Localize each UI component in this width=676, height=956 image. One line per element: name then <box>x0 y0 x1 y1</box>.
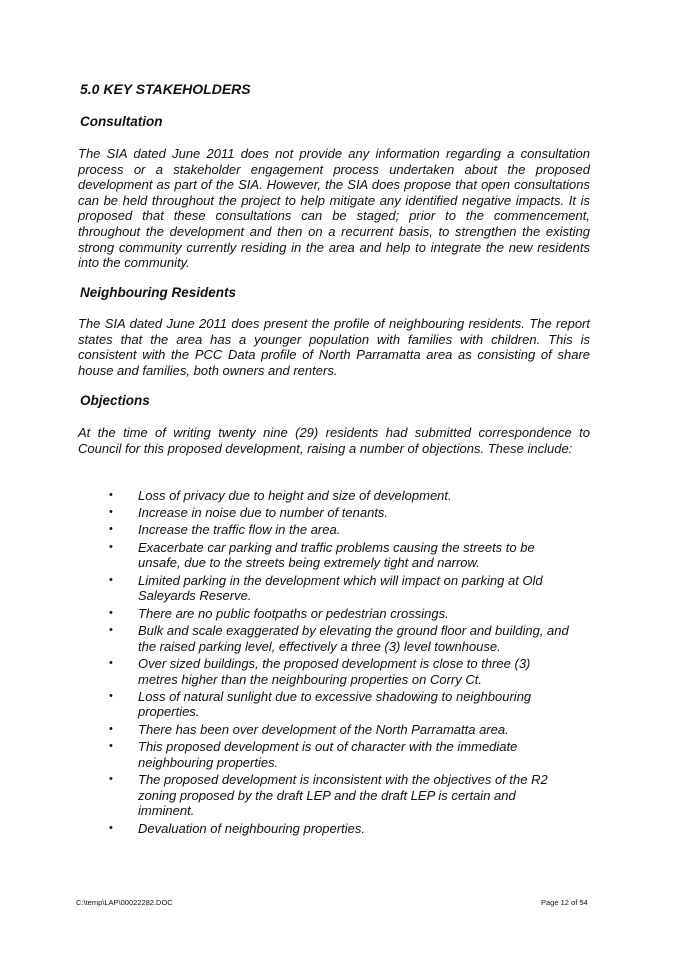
bullet-icon: • <box>109 772 113 785</box>
bullet-icon: • <box>109 739 113 752</box>
objection-item <box>100 573 570 605</box>
bullet-icon: • <box>109 656 113 669</box>
section-title: 5.0 KEY STAKEHOLDERS <box>80 81 251 97</box>
objection-text: Increase the traffic flow in the area. <box>138 522 341 538</box>
objection-item <box>100 689 570 721</box>
objections-heading: Objections <box>80 393 150 408</box>
bullet-icon: • <box>109 540 113 553</box>
objection-item <box>100 488 570 504</box>
objection-item <box>100 505 570 521</box>
bullet-icon: • <box>109 506 113 519</box>
objection-item <box>100 739 570 771</box>
bullet-icon: • <box>109 606 113 619</box>
objections-intro: At the time of writing twenty nine (29) residents had submitted correspondence to Council for this proposed development, raising a number of objections. These include: <box>78 425 590 456</box>
objection-text: Exacerbate car parking and traffic problems causing the streets to be unsafe, due to the streets being extremely tight and narrow. <box>138 539 535 571</box>
bullet-icon: • <box>109 689 113 702</box>
objection-item <box>100 606 570 622</box>
neighbouring-residents-heading: Neighbouring Residents <box>80 285 237 300</box>
objection-text: Bulk and scale exaggerated by elevating the ground floor and building, and the raised parking level, effectively a three (3) level townhouse. <box>138 622 569 654</box>
objection-text: Devaluation of neighbouring properties. <box>138 820 365 836</box>
objection-item <box>100 522 570 538</box>
objection-text: Loss of privacy due to height and size of development. <box>138 488 452 503</box>
objection-text: Increase in noise due to number of tenants. <box>138 505 389 521</box>
objection-item <box>100 821 570 837</box>
objection-text: There are no public footpaths or pedestrian crossings. <box>138 605 449 621</box>
bullet-icon: • <box>109 573 113 586</box>
objection-text: There has been over development of the North Parramatta area. <box>138 721 509 737</box>
bullet-icon: • <box>109 722 113 735</box>
objection-text: Loss of natural sunlight due to excessive shadowing to neighbouring properties. <box>138 688 532 720</box>
consultation-heading: Consultation <box>80 114 163 129</box>
footer-file-path: C:\temp\LAP\00022282.DOC <box>76 898 173 907</box>
objection-text: This proposed development is out of character with the immediate neighbouring properties. <box>138 738 518 770</box>
objection-item <box>100 722 570 738</box>
objection-item <box>100 772 570 819</box>
objection-item <box>100 623 570 655</box>
objection-item <box>100 656 570 688</box>
bullet-icon: • <box>109 523 113 536</box>
objection-item <box>100 540 570 572</box>
objection-text: Limited parking in the development which will impact on parking at Old Saleyards Reserve. <box>138 572 543 604</box>
objections-list <box>100 488 570 838</box>
bullet-icon: • <box>109 821 113 834</box>
objection-text: Over sized buildings, the proposed development is close to three (3) metres higher than the neighbouring properties on Corry Ct. <box>138 655 531 687</box>
bullet-icon: • <box>109 489 113 501</box>
objection-text: The proposed development is inconsistent with the objectives of the R2 zoning proposed by the draft LEP and the draft LEP is certain and imminent. <box>138 771 548 819</box>
footer-page-number: Page 12 of 54 <box>541 898 588 907</box>
neighbouring-residents-paragraph: The SIA dated June 2011 does present the profile of neighbouring residents. The report states that the area has a younger population with families with children. This is consistent with the PCC Data profile of North Parramatta area as consisting of share house and families, both owners and renters. <box>78 316 590 378</box>
consultation-paragraph: The SIA dated June 2011 does not provide any information regarding a consultation process or a stakeholder engagement process undertaken about the proposed development as part of the SIA. However, the SIA does propose that open consultations can be held throughout the project to help mitigate any identified negative impacts. It is proposed that these consultations can be staged; prior to the commencement, throughout the development and then on a recurrent basis, to strengthen the existing strong community currently residing in the area and help to integrate the new residents into the community. <box>78 146 590 271</box>
bullet-icon: • <box>109 623 113 636</box>
